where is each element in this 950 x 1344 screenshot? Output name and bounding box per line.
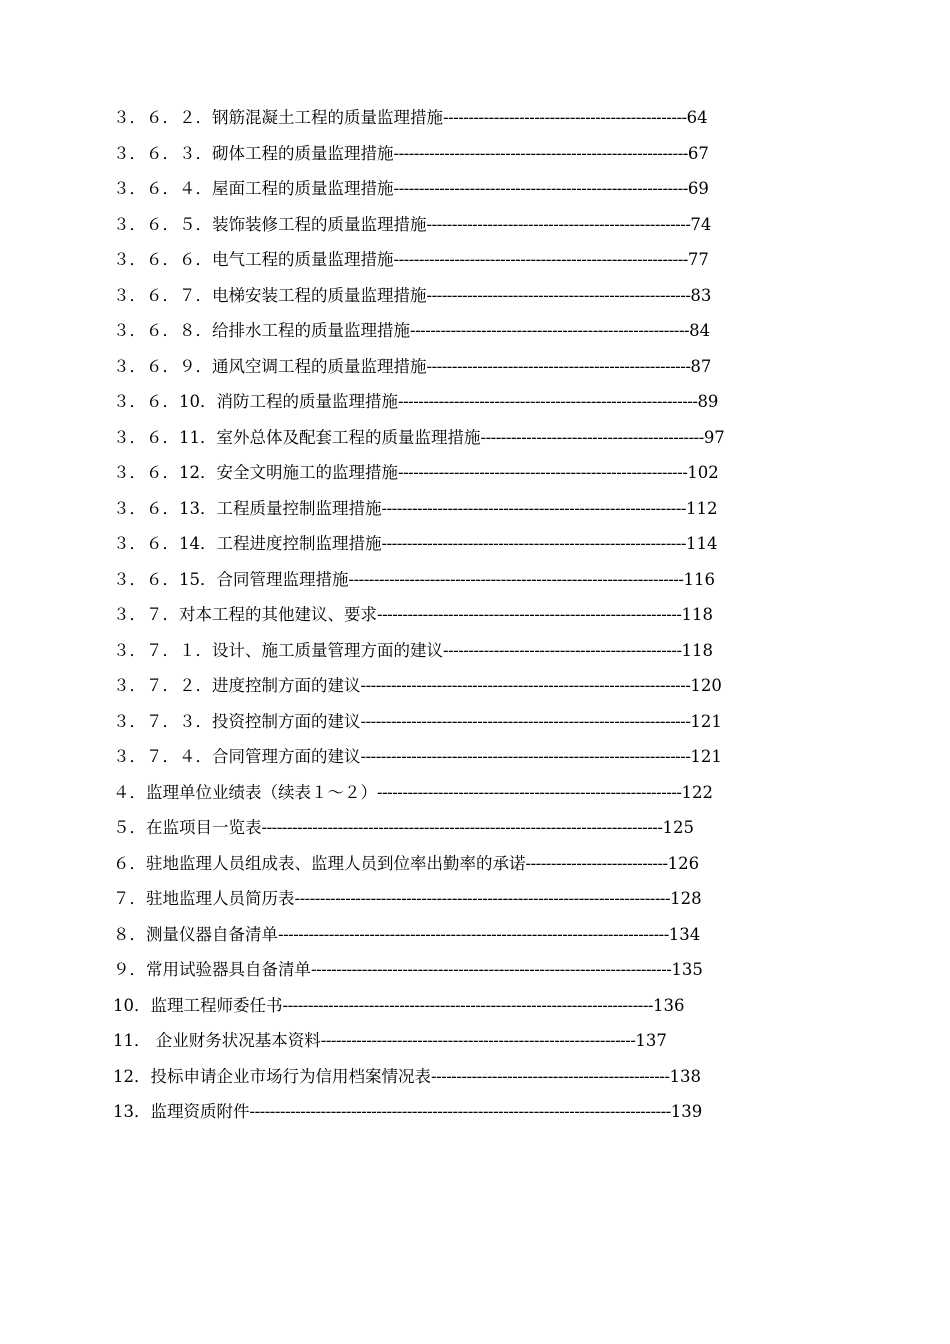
toc-entry-leader: ---------------------------------------------------------- [393,179,688,198]
toc-entry-leader: ------------------------------------------------------- [410,321,690,340]
toc-entry-label: ５．在监项目一览表 [113,818,262,837]
toc-entry-leader: ---------------------------------------------------- [426,285,691,305]
toc-entry[interactable] [113,100,833,136]
toc-entry-leader: ----------------------------------------------------------------- [360,747,691,766]
toc-entry-label: ３．６．３．砌体工程的质量监理措施 [113,143,394,163]
toc-entry-label: ３．６．15．合同管理监理措施 [113,569,349,589]
toc-entry-page: 134 [668,924,701,944]
toc-entry[interactable] [113,526,833,562]
toc-entry-label: ３．６．２．钢筋混凝土工程的质量监理措施 [113,108,443,127]
toc-entry-label: ３．６．４．屋面工程的质量监理措施 [113,179,394,198]
toc-entry-label: ３．６．14．工程进度控制监理措施 [113,534,382,553]
toc-entry-label: ４．监理单位业绩表（续表１～２） [113,782,377,802]
toc-entry-label: ３．６．12．安全文明施工的监理措施 [113,463,398,482]
toc-entry-leader: ----------------------------------------------------------------------------------- [249,1102,671,1121]
toc-entry-page: 122 [681,782,714,802]
toc-entry[interactable] [113,739,833,775]
toc-entry[interactable] [113,597,833,633]
toc-entry-label: ３．７．３．投资控制方面的建议 [113,711,361,731]
toc-entry-page: 136 [653,995,685,1015]
toc-entry[interactable] [113,136,833,172]
toc-entry-leader: ------------------------------------------------------------ [381,498,687,518]
toc-entry-page: 137 [635,1031,667,1050]
toc-entry-page: 64 [686,108,708,127]
toc-entry-leader: ---------------------------- [525,853,668,873]
toc-entry-leader: --------------------------------------------------------- [398,463,688,482]
toc-entry-page: 120 [690,676,722,695]
toc-entry-leader: ---------------------------------------------------------- [393,250,688,269]
toc-entry-leader: ----------------------------------------------------------------------------- [278,924,669,944]
toc-entry-page: 67 [687,143,709,163]
toc-entry-page: 121 [690,711,722,731]
toc-entry-leader: ------------------------------------------------ [443,108,687,127]
toc-entry-page: 125 [662,818,694,837]
toc-entry-label: ３．７．１．设计、施工质量管理方面的建议 [113,640,443,660]
toc-entry-label: ３．７．对本工程的其他建议、要求 [113,605,377,624]
toc-entry-page: 118 [681,640,714,660]
toc-entry-leader: -------------------------------------------------------------- [320,1031,636,1050]
toc-entry-leader: ---------------------------------------------------- [426,214,691,234]
toc-entry-page: 83 [690,285,712,305]
toc-entry-leader: ----------------------------------------------------------- [398,392,698,411]
toc-entry-leader: ----------------------------------------------------------------- [360,676,691,695]
toc-entry[interactable] [113,881,833,917]
toc-entry[interactable] [113,420,833,456]
toc-entry-leader: ------------------------------------------------------------------------------- [261,818,663,837]
toc-entry[interactable] [113,846,833,882]
toc-entry[interactable] [113,668,833,704]
toc-entry[interactable] [113,278,833,314]
toc-entry-page: 128 [670,889,702,908]
toc-entry-page: 118 [681,605,714,624]
toc-entry-page: 97 [703,427,725,447]
toc-entry-page: 77 [687,250,709,269]
toc-entry[interactable] [113,455,833,491]
toc-entry-page: 102 [687,463,719,482]
toc-entry-label: ３．７．４．合同管理方面的建议 [113,747,361,766]
toc-entry-page: 114 [686,534,718,553]
toc-entry-page: 89 [697,392,719,411]
toc-entry-page: 84 [689,321,711,340]
toc-entry-page: 87 [690,356,712,376]
toc-entry-leader: ------------------------------------------------------------ [377,782,682,802]
toc-entry-leader: ----------------------------------------------------------------- [360,711,691,731]
toc-entry[interactable] [113,562,833,598]
toc-entry-leader: ----------------------------------------------------------------------- [311,960,672,979]
toc-entry[interactable] [113,171,833,207]
toc-entry-leader: ---------------------------------------------------- [426,356,691,376]
toc-entry-page: 139 [670,1102,703,1121]
toc-entry-label: ６．驻地监理人员组成表、监理人员到位率出勤率的承诺 [113,853,526,873]
toc-entry-label: ３．６．11．室外总体及配套工程的质量监理措施 [113,427,481,447]
toc-entry-page: 126 [667,853,700,873]
toc-entry[interactable] [113,810,833,846]
toc-entry-leader: ------------------------------------------------------------------------- [282,995,653,1015]
toc-entry-leader: -------------------------------------------------------------------------- [294,889,671,908]
toc-entry-label: ３．６．６．电气工程的质量监理措施 [113,250,394,269]
toc-entry[interactable] [113,988,833,1024]
toc-entry-label: 13．监理资质附件 [113,1102,250,1121]
toc-entry[interactable] [113,313,833,349]
toc-entry-page: 135 [671,960,703,979]
toc-entry[interactable] [113,704,833,740]
toc-entry-label: 12．投标申请企业市场行为信用档案情况表 [113,1066,431,1086]
toc-entry[interactable] [113,384,833,420]
toc-entry-leader: ---------------------------------------------------------- [393,143,688,163]
toc-entry[interactable] [113,917,833,953]
toc-entry-label: ３．７．２．进度控制方面的建议 [113,676,361,695]
toc-entry-label: 11． 企业财务状况基本资料 [113,1031,321,1050]
toc-entry[interactable] [113,349,833,385]
table-of-contents [113,100,833,1130]
toc-entry-page: 74 [690,214,712,234]
toc-entry-label: ３．６．８．给排水工程的质量监理措施 [113,321,410,340]
toc-entry-label: ３．６．５．装饰装修工程的质量监理措施 [113,214,427,234]
toc-entry-leader: -------------------------------------------- [480,427,704,447]
toc-entry[interactable] [113,207,833,243]
toc-entry[interactable] [113,491,833,527]
toc-entry[interactable] [113,1094,833,1130]
toc-entry-label: 10．监理工程师委任书 [113,995,283,1015]
toc-entry-label: ３．６．13．工程质量控制监理措施 [113,498,382,518]
toc-entry-page: 138 [669,1066,702,1086]
toc-entry[interactable] [113,1023,833,1059]
toc-entry-leader: ----------------------------------------------- [431,1066,670,1086]
toc-entry-label: ３．６．９．通风空调工程的质量监理措施 [113,356,427,376]
toc-entry[interactable] [113,775,833,811]
toc-entry[interactable] [113,242,833,278]
toc-entry-leader: ------------------------------------------------------------------ [348,569,684,589]
toc-entry-page: 121 [690,747,722,766]
toc-entry-page: 69 [687,179,709,198]
toc-entry-label: ９．常用试验器具自备清单 [113,960,311,979]
toc-entry-leader: ------------------------------------------------------------ [381,534,687,553]
toc-entry-label: ３．６．７．电梯安装工程的质量监理措施 [113,285,427,305]
toc-entry[interactable] [113,1059,833,1095]
toc-entry-leader: ------------------------------------------------------------ [377,605,682,624]
toc-entry[interactable] [113,952,833,988]
toc-entry[interactable] [113,633,833,669]
toc-entry-label: ７．驻地监理人员简历表 [113,889,295,908]
toc-entry-page: 112 [686,498,718,518]
toc-entry-page: 116 [683,569,715,589]
toc-entry-label: ３．６．10．消防工程的质量监理措施 [113,392,398,411]
toc-entry-leader: ----------------------------------------------- [443,640,682,660]
toc-entry-label: ８．测量仪器自备清单 [113,924,278,944]
